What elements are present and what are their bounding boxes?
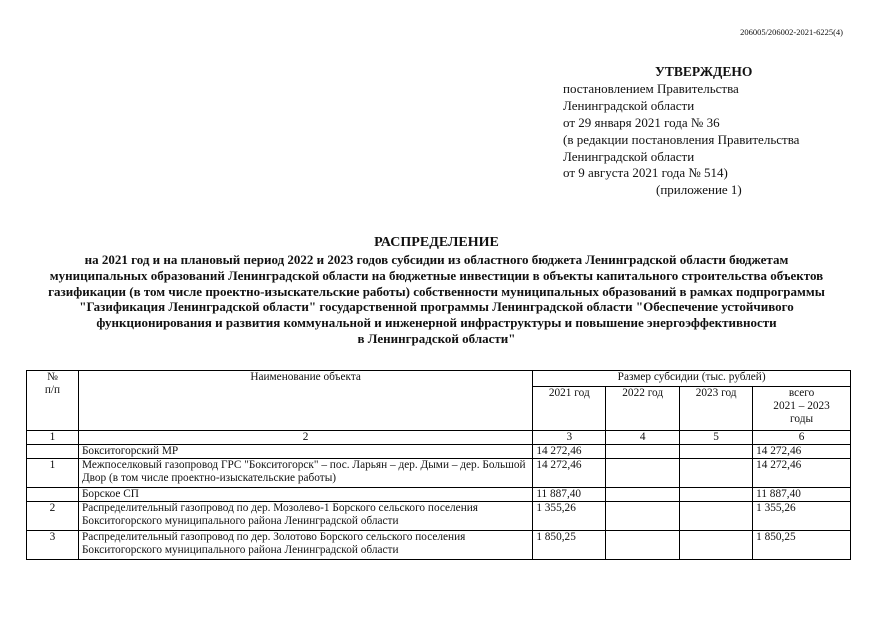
column-number: 6 [753,431,851,445]
row-2023 [680,488,753,502]
subtitle-line: "Газификация Ленинградской области" государственной программы Ленинградской области "Обеспечение устойчивого [79,299,794,315]
header-2021: 2021 год [533,387,606,431]
row-2022 [606,488,680,502]
column-number: 5 [680,431,753,445]
approval-line: постановлением Правительства [563,80,739,96]
subtitle-line: на 2021 год и на плановый период 2022 и 2023 годов субсидии из областного бюджета Ленинградской области бюджетам [84,252,789,267]
row-name: Борское СП [78,488,532,502]
row-num [27,445,79,459]
row-2021: 14 272,46 [533,459,606,488]
approval-line: Ленинградской области [563,148,695,164]
row-2021: 14 272,46 [533,445,606,459]
row-2023 [680,531,753,560]
subtitle-line: газификации (в том числе проектно-изыскательские работы) собственности муниципальных образований в рамках подпрограммы [48,283,825,299]
table-row [27,488,851,502]
table-row [27,459,851,488]
approval-line: от 9 августа 2021 года № 514) [563,165,728,181]
column-number: 4 [606,431,680,445]
row-2023 [680,459,753,488]
document-subtitle [20,252,853,347]
column-number: 3 [533,431,606,445]
row-name: Межпоселковый газопровод ГРС "Бокситогорск" – пос. Ларьян – дер. Дыми – дер. Большой Двор (в том числе проектно-изыскательские работы) [78,459,532,488]
header-total-line: 2021 – 2023 [773,400,830,412]
column-number: 1 [27,431,79,445]
approval-block [563,64,799,199]
approval-line: от 29 января 2021 года № 36 [563,114,720,130]
column-number: 2 [78,431,532,445]
row-2022 [606,459,680,488]
header-num [27,371,79,431]
row-name: Распределительный газопровод по дер. Золотово Борского сельского поселения Бокситогорского муниципального района Ленинградской области [78,531,532,560]
row-total: 11 887,40 [753,488,851,502]
approval-title: УТВЕРЖДЕНО [655,64,753,79]
subsidy-table [26,370,851,560]
document-id: 206005/206002-2021-6225(4) [740,27,843,37]
subtitle-line: в Ленинградской области" [357,330,516,346]
row-2022 [606,531,680,560]
header-total-line: всего [788,387,815,399]
row-2021: 1 355,26 [533,502,606,531]
header-2022: 2022 год [606,387,680,431]
row-2023 [680,445,753,459]
row-total: 1 850,25 [753,531,851,560]
header-num-line: п/п [44,384,61,396]
subtitle-line: муниципальных образований Ленинградской области на бюджетные инвестиции в объекты капитального строительства объектов [49,267,824,283]
column-numbers-row [27,431,851,445]
row-2022 [606,502,680,531]
appendix-label: (приложение 1) [656,182,742,198]
table-header-row [27,371,851,387]
row-total: 1 355,26 [753,502,851,531]
header-total-line: годы [790,413,814,425]
table-row [27,445,851,459]
row-2021: 1 850,25 [533,531,606,560]
table-row [27,502,851,531]
row-num: 3 [27,531,79,560]
row-num [27,488,79,502]
header-num-line: № [47,371,58,383]
header-name: Наименование объекта [78,371,532,431]
header-2023: 2023 год [680,387,753,431]
document-title: РАСПРЕДЕЛЕНИЕ [374,235,499,250]
approval-line: Ленинградской области [563,97,695,113]
row-2022 [606,445,680,459]
row-total: 14 272,46 [753,459,851,488]
row-name: Распределительный газопровод по дер. Мозолево-1 Борского сельского поселения Бокситогорского муниципального района Ленинградской области [78,502,532,531]
row-total: 14 272,46 [753,445,851,459]
table-row [27,531,851,560]
row-2021: 11 887,40 [533,488,606,502]
header-total [753,387,851,431]
approval-line: (в редакции постановления Правительства [563,131,800,147]
row-num: 1 [27,459,79,488]
row-num: 2 [27,502,79,531]
header-subsidy: Размер субсидии (тыс. рублей) [533,371,851,387]
subtitle-line: функционирования и развития коммунальной и инженерной инфраструктуры и повышение энергоэффективности [96,315,777,331]
row-2023 [680,502,753,531]
row-name: Бокситогорский МР [78,445,532,459]
